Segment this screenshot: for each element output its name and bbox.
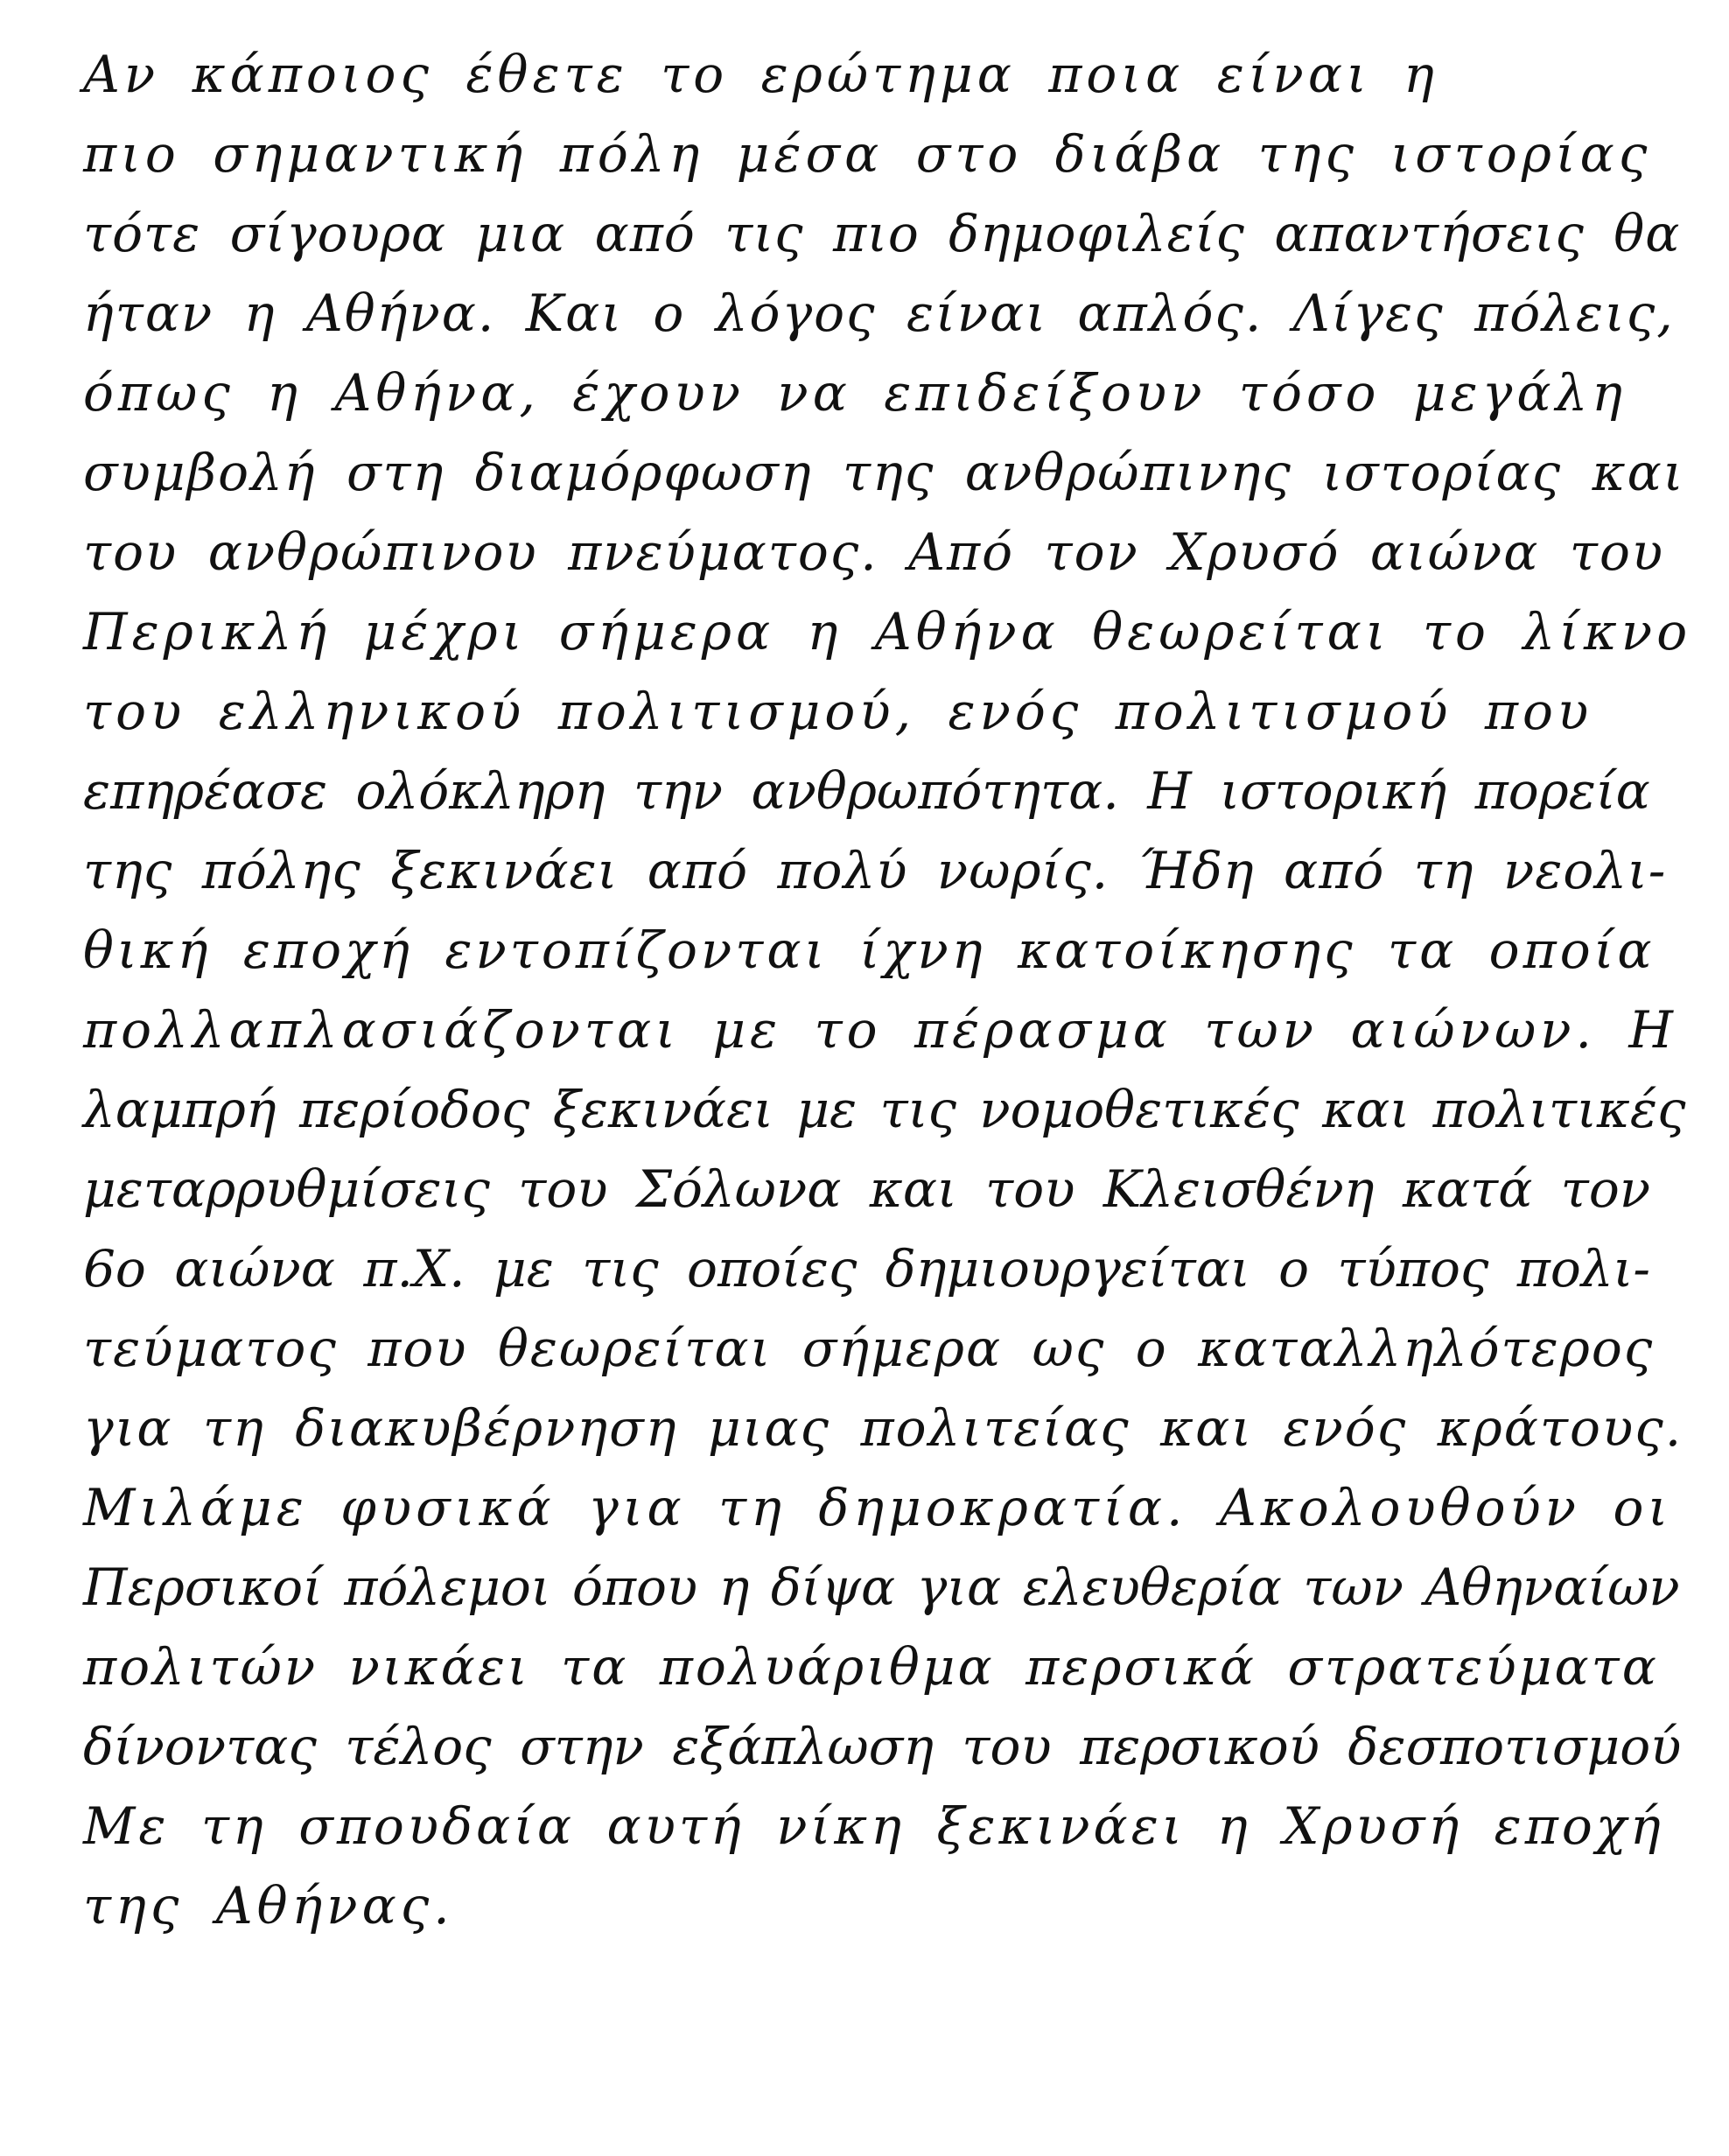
text-line: τεύματος που θεωρείται σήμερα ως ο καταλληλότερος: [83, 1319, 1655, 1378]
text-line: Περσικοί πόλεμοι όπου η δίψα για ελευθερία των Αθηναίων: [83, 1558, 1680, 1617]
text-line: 6ο αιώνα π.Χ. με τις οποίες δημιουργείται ο τύπος πολι-: [83, 1239, 1650, 1298]
text-line: μεταρρυθμίσεις του Σόλωνα και του Κλεισθένη κατά τον: [83, 1159, 1651, 1219]
text-line: της πόλης ξεκινάει από πολύ νωρίς. Ήδη από τη νεολι-: [83, 841, 1667, 900]
text-line: δίνοντας τέλος στην εξάπλωση του περσικού δεσποτισμού: [83, 1717, 1682, 1776]
text-line: λαμπρή περίοδος ξεκινάει με τις νομοθετικές και πολιτικές: [83, 1080, 1686, 1139]
text-line: Περικλή μέχρι σήμερα η Αθήνα θεωρείται το λίκνο: [83, 602, 1692, 662]
text-line: του ελληνικού πολιτισμού, ενός πολιτισμού που: [83, 682, 1593, 741]
text-line: όπως η Αθήνα, έχουν να επιδείξουν τόσο μεγάλη: [83, 363, 1627, 423]
text-line: Αν κάποιος έθετε το ερώτημα ποια είναι η: [83, 45, 1438, 104]
text-line: πολιτών νικάει τα πολυάριθμα περσικά στρατεύματα: [83, 1637, 1659, 1697]
text-line: επηρέασε ολόκληρη την ανθρωπότητα. Η ιστορική πορεία: [83, 761, 1650, 821]
text-line: Μιλάμε φυσικά για τη δημοκρατία. Ακολουθούν οι: [83, 1478, 1673, 1537]
text-line: για τη διακυβέρνηση μιας πολιτείας και ενός κράτους.: [83, 1398, 1684, 1458]
text-line: τότε σίγουρα μια από τις πιο δημοφιλείς απαντήσεις θα: [83, 204, 1681, 263]
text-line: της Αθήνας.: [83, 1876, 454, 1936]
text-line: του ανθρώπινου πνεύματος. Από τον Χρυσό αιώνα του: [83, 522, 1665, 582]
text-line: ήταν η Αθήνα. Και ο λόγος είναι απλός. Λίγες πόλεις,: [83, 284, 1675, 343]
text-line: πολλαπλασιάζονται με το πέρασμα των αιώνων. Η: [83, 1000, 1677, 1060]
text-line: πιο σημαντική πόλη μέσα στο διάβα της ιστορίας: [83, 124, 1652, 184]
handwritten-text-block: [83, 35, 1693, 1946]
text-line: Με τη σπουδαία αυτή νίκη ξεκινάει η Χρυσή εποχή: [83, 1796, 1664, 1856]
text-line: θική εποχή εντοπίζονται ίχνη κατοίκησης τα οποία: [83, 920, 1656, 980]
text-line: συμβολή στη διαμόρφωση της ανθρώπινης ιστορίας και: [83, 443, 1685, 502]
